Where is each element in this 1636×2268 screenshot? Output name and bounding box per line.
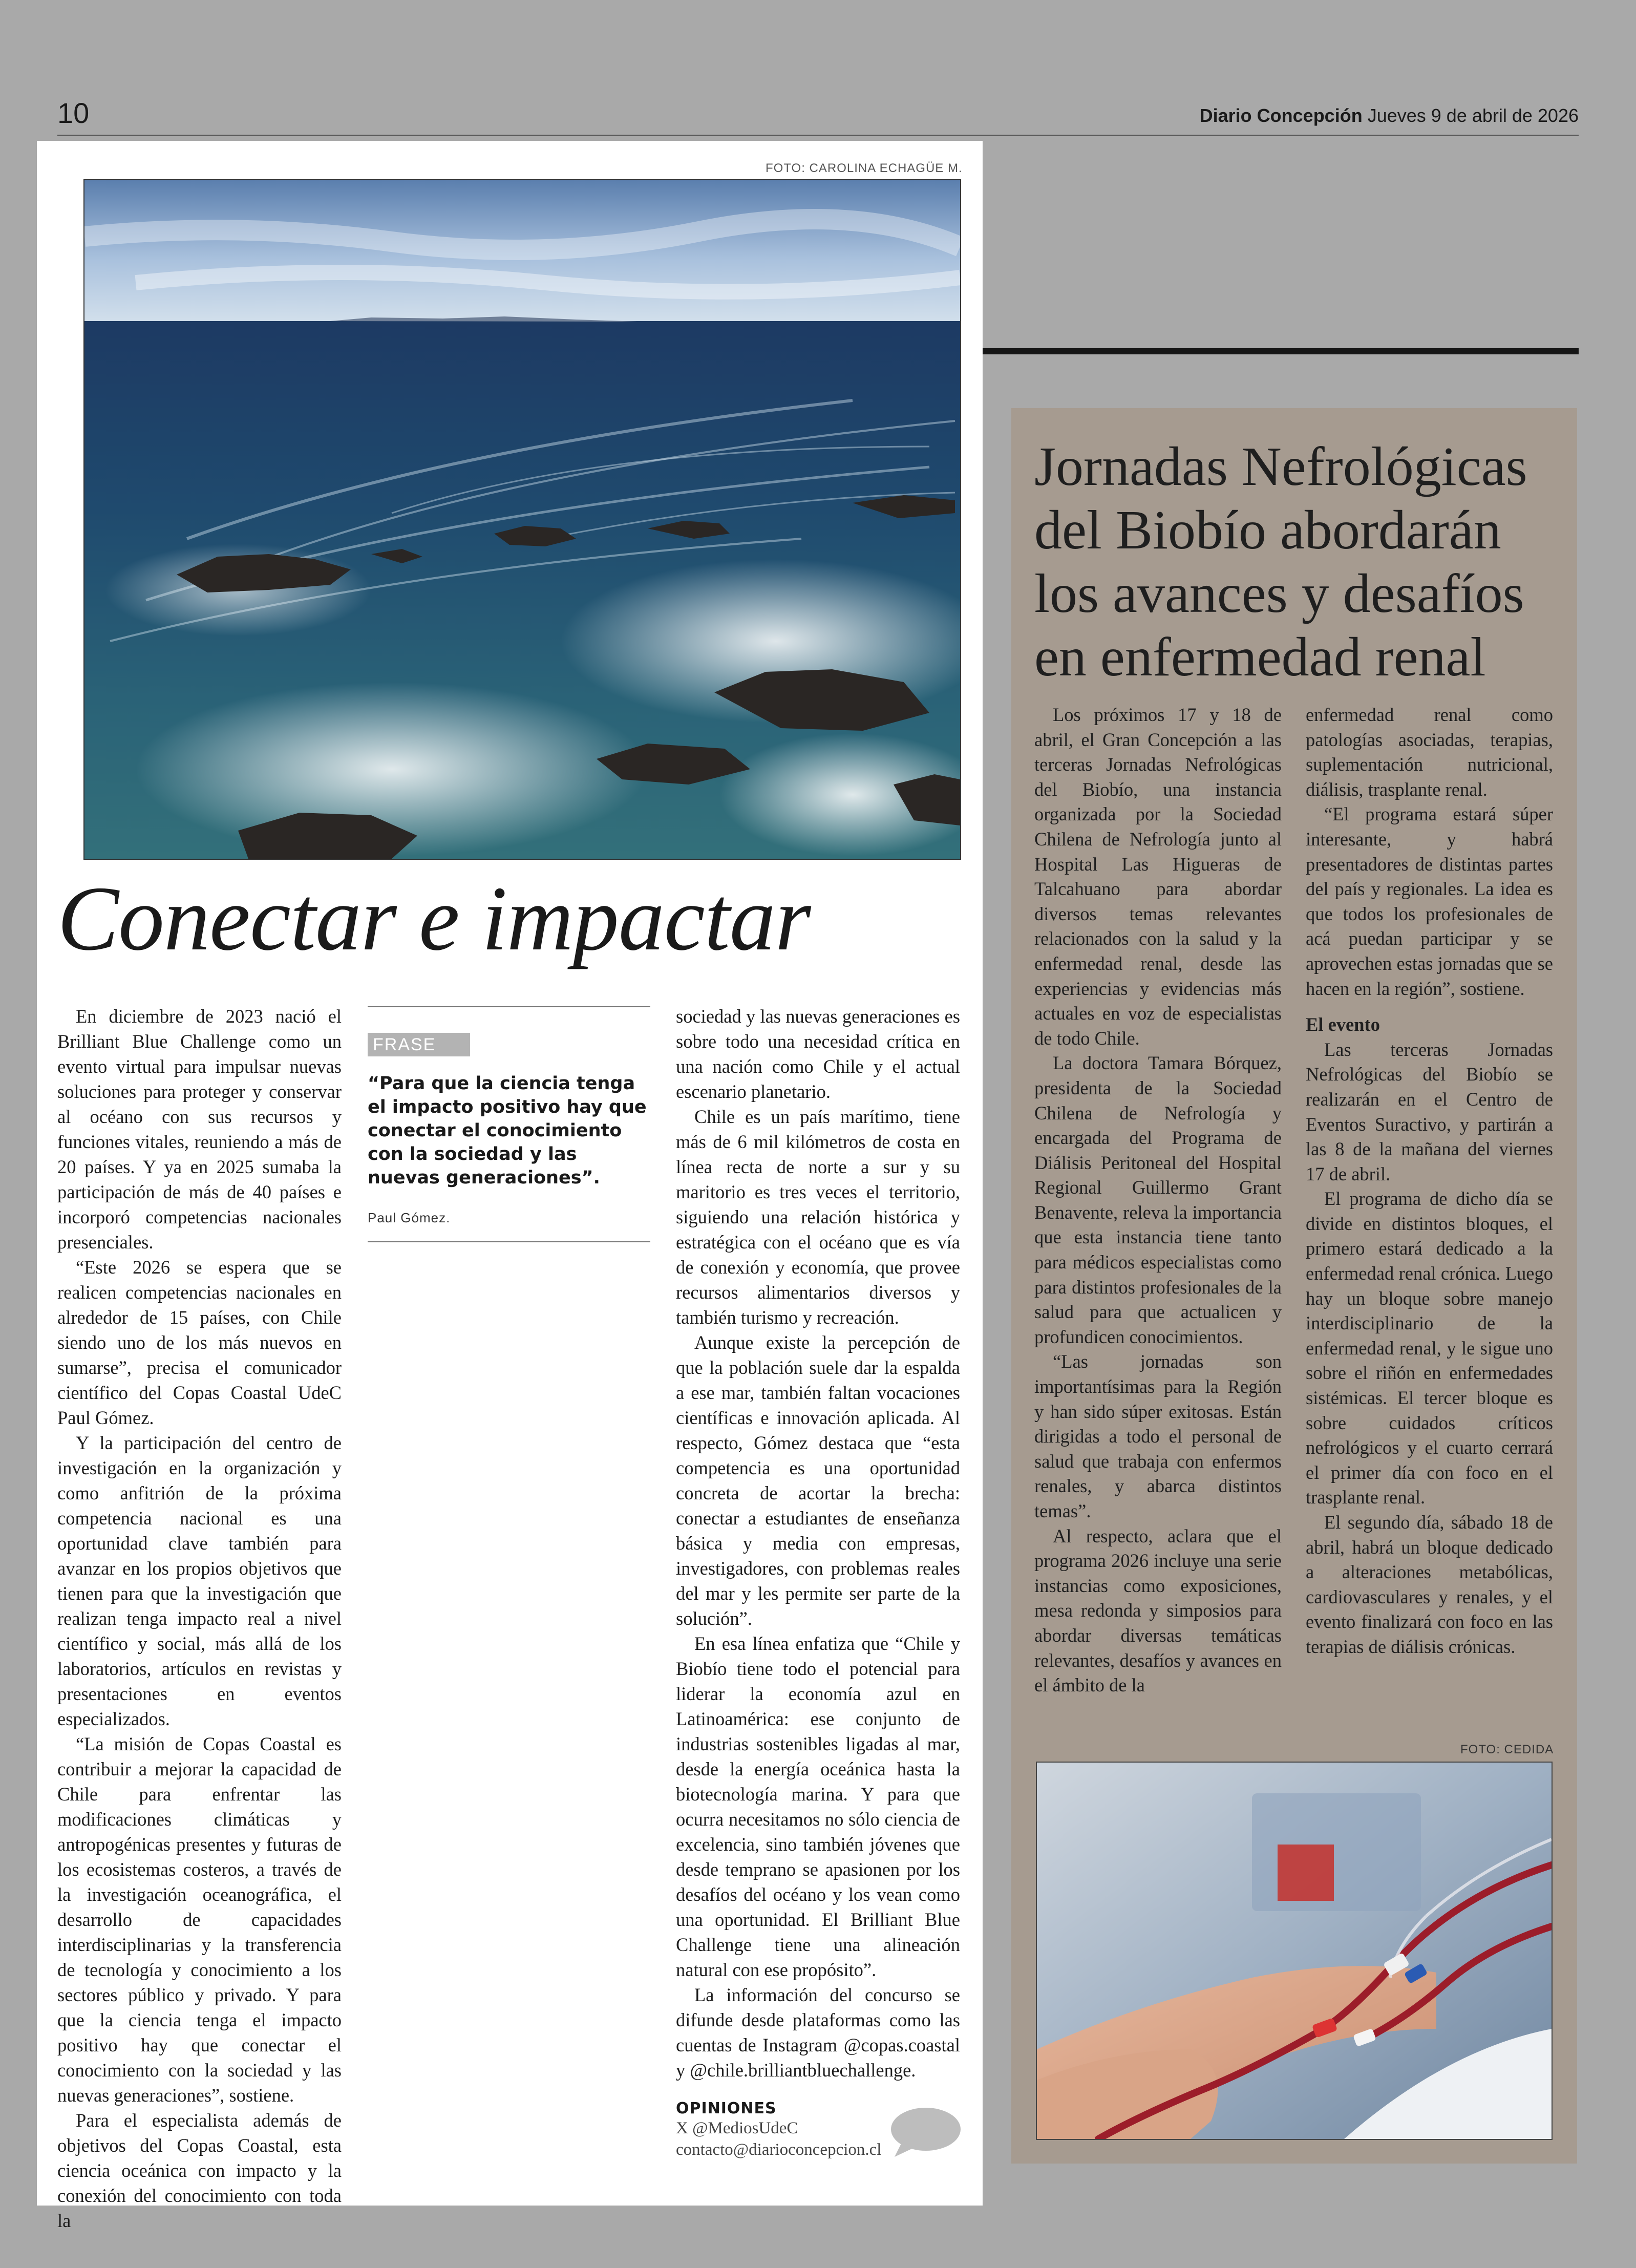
opinions-twitter[interactable]: X @MediosUdeC <box>676 2119 798 2137</box>
right-article-headline: Jornadas Nefrológicas del Biobío abordarán los avances y desafíos en enfermedad renal <box>1034 436 1527 688</box>
paragraph: Aunque existe la percepción de que la población suele dar la espalda a ese mar, también faltan vocaciones científicas e innovación aplicada. Al respecto, Gómez destaca que “esta competencia es una oportunidad concreta de acortar la brecha: conectar a estudiantes de enseñanza básica y media con empresas, investigadores, con problemas reales del mar y les permite ser parte de la solución”. <box>676 1332 960 1629</box>
paragraph: El segundo día, sábado 18 de abril, habrá un bloque dedicado a alteraciones metabólicas, cardiovasculares y renales, y el evento finalizará con foco en las terapias de diálisis crónicas. <box>1306 1512 1553 1657</box>
paragraph: La información del concurso se difunde desde plataformas como las cuentas de Instagram @copas.coastal y @chile.brilliantbluechallenge. <box>676 1984 960 2081</box>
pull-quote-box <box>368 1006 650 1242</box>
article-column-1 <box>57 1004 342 2233</box>
header-rule <box>57 135 1579 136</box>
paragraph: Las terceras Jornadas Nefrológicas del Biobío se realizarán en el Centro de Eventos Suractivo, y partirán a las 8 de la mañana del viernes 17 de abril. <box>1306 1038 1553 1184</box>
paragraph: enfermedad renal como patologías asociadas, terapias, suplementación nutricional, diálisis, trasplante renal. <box>1306 704 1553 800</box>
paragraph: sociedad y las nuevas generaciones es sobre todo una necesidad crítica en una nación como Chile y el actual escenario planetario. <box>676 1006 960 1102</box>
section-subhead: El evento <box>1306 1014 1380 1035</box>
newspaper-name: Diario Concepción <box>1199 105 1363 126</box>
paragraph: Y la participación del centro de investigación en la organización y como anfitrión de la próxima competencia nacional es una oportunidad clave también para avanzar en los propios objetivos que tienen para que la investigación que realizan tenga impacto real a nivel científico y social, más allá de los laboratorios, artículos en revistas y presentaciones en eventos especializados. <box>57 1432 342 1729</box>
paragraph: En diciembre de 2023 nació el Brilliant Blue Challenge como un evento virtual para impulsar nuevas soluciones para proteger y conservar al océano con sus recursos y funciones vitales, reuniendo a más de 20 países. Y ya en 2025 sumaba la participación de más de 40 países e incorporó competencias nacionales presenciales. <box>57 1006 342 1253</box>
photo-credit: FOTO: CAROLINA ECHAGÜE M. <box>766 161 963 175</box>
right-column-2 <box>1306 703 1553 1660</box>
paragraph: La doctora Tamara Bórquez, presidenta de la Sociedad Chilena de Nefrología y encargada del Programa de Diálisis Peritoneal del Hospital Regional Guillermo Grant Benavente, releva la importancia que esta instancia tiene tanto para médicos especialistas como para distintos profesionales de la salud para que actualicen y profundicen conocimientos. <box>1034 1052 1282 1347</box>
quote-text: “Para que la ciencia tenga el impacto positivo hay que conectar el conocimiento con la sociedad y las nuevas generaciones”. <box>368 1073 647 1188</box>
paragraph: “El programa estará súper interesante, y habrá presentadores de distintas partes del país y regionales. La idea es que todos los profesionales de acá puedan participar y se aprovechen estas jornadas que se hacen en la región”, sostiene. <box>1306 803 1553 999</box>
masthead <box>1200 105 1579 126</box>
dialysis-photo <box>1036 1762 1553 2140</box>
paragraph: En esa línea enfatiza que “Chile y Biobío tiene todo el potencial para liderar la economía azul en Latinoamérica: ese conjunto de industrias sostenibles ligadas al mar, desde la energía oceánica hasta la biotecnología marina. Y para que ocurra necesitamos no sólo ciencia de excelencia, sino también jóvenes que desde temprano se apasionen por los desafíos del océano y los vean como una oportunidad. El Brilliant Blue Challenge tiene una alineación natural con ese propósito”. <box>676 1633 960 1980</box>
photo-credit: FOTO: CEDIDA <box>1460 1743 1554 1756</box>
quote-tag: FRASE <box>368 1033 470 1056</box>
opinions-title: OPINIONES <box>676 2100 777 2117</box>
quote-rule-top <box>368 1006 650 1007</box>
page-number: 10 <box>57 97 90 129</box>
right-column-1 <box>1034 703 1282 1698</box>
speech-bubble-icon <box>887 2106 962 2162</box>
issue-date: Jueves 9 de abril de 2026 <box>1367 105 1579 126</box>
paragraph: Al respecto, aclara que el programa 2026 incluye una serie instancias como exposiciones, mesa redonda y simposios para abordar diversas temáticas relevantes, desafíos y avances en el ámbito de la <box>1034 1525 1282 1696</box>
section-rule-right <box>960 348 1579 354</box>
quote-author: Paul Gómez. <box>368 1210 451 1225</box>
paragraph: Los próximos 17 y 18 de abril, el Gran Concepción a las terceras Jornadas Nefrológicas del Biobío, una instancia organizada por la Sociedad Chilena de Nefrología junto al Hospital Las Higueras de Talcahuano para abordar diversos temas relevantes relacionados con la salud y la enfermedad renal, desde las experiencias y evidencias más actuales en voz de especialistas de todo Chile. <box>1034 704 1282 1049</box>
ocean-coast-photo <box>83 179 961 860</box>
paragraph: El programa de dicho día se divide en distintos bloques, el primero estará dedicado a la enfermedad renal crónica. Luego hay un bloque sobre manejo interdisciplinario de la enfermedad renal, y le sigue uno sobre el riñón en enfermedades sistémicas. El tercer bloque es sobre cuidados críticos nefrológicos y el cuarto cerrará el primer día con foco en el trasplante renal. <box>1306 1188 1553 1508</box>
paragraph: Para el especialista además de objetivos del Copas Coastal, esta ciencia oceánica con impacto y la conexión del conocimiento con toda la <box>57 2110 342 2231</box>
quote-rule-bottom <box>368 1241 650 1242</box>
paragraph: “Este 2026 se espera que se realicen competencias nacionales en alrededor de 15 países, con Chile siendo uno de los más nuevos en sumarse”, precisa el comunicador científico del Copas Coastal UdeC Paul Gómez. <box>57 1257 342 1428</box>
paragraph: Chile es un país marítimo, tiene más de 6 mil kilómetros de costa en línea recta de norte a sur y su maritorio es tres veces el territorio, siguiendo una relación histórica y estratégica con el océano que es vía de conexión y economía, que provee recursos alimentarios diversos y también turismo y recreación. <box>676 1106 960 1328</box>
article-headline: Conectar e impactar <box>57 867 811 969</box>
article-column-3 <box>676 1004 960 2083</box>
paragraph: “La misión de Copas Coastal es contribuir a mejorar la capacidad de Chile para enfrentar las modificaciones climáticas y antropogénicas presentes y futuras de los ecosistemas costeros, a través de la investigación oceanográfica, el desarrollo de capacidades interdisciplinarias y la transferencia de tecnología y conocimiento a los sectores público y privado. Y para que la ciencia tenga el impacto positivo hay que conectar el conocimiento con la sociedad y las nuevas generaciones”, sostiene. <box>57 1733 342 2106</box>
opinions-email[interactable]: contacto@diarioconcepcion.cl <box>676 2140 882 2159</box>
paragraph: “Las jornadas son importantísimas para la Región y han sido súper exitosas. Están dirigidas a todo el personal de salud que trabaja con enfermos renales, y abarca distintos temas”. <box>1034 1351 1282 1521</box>
